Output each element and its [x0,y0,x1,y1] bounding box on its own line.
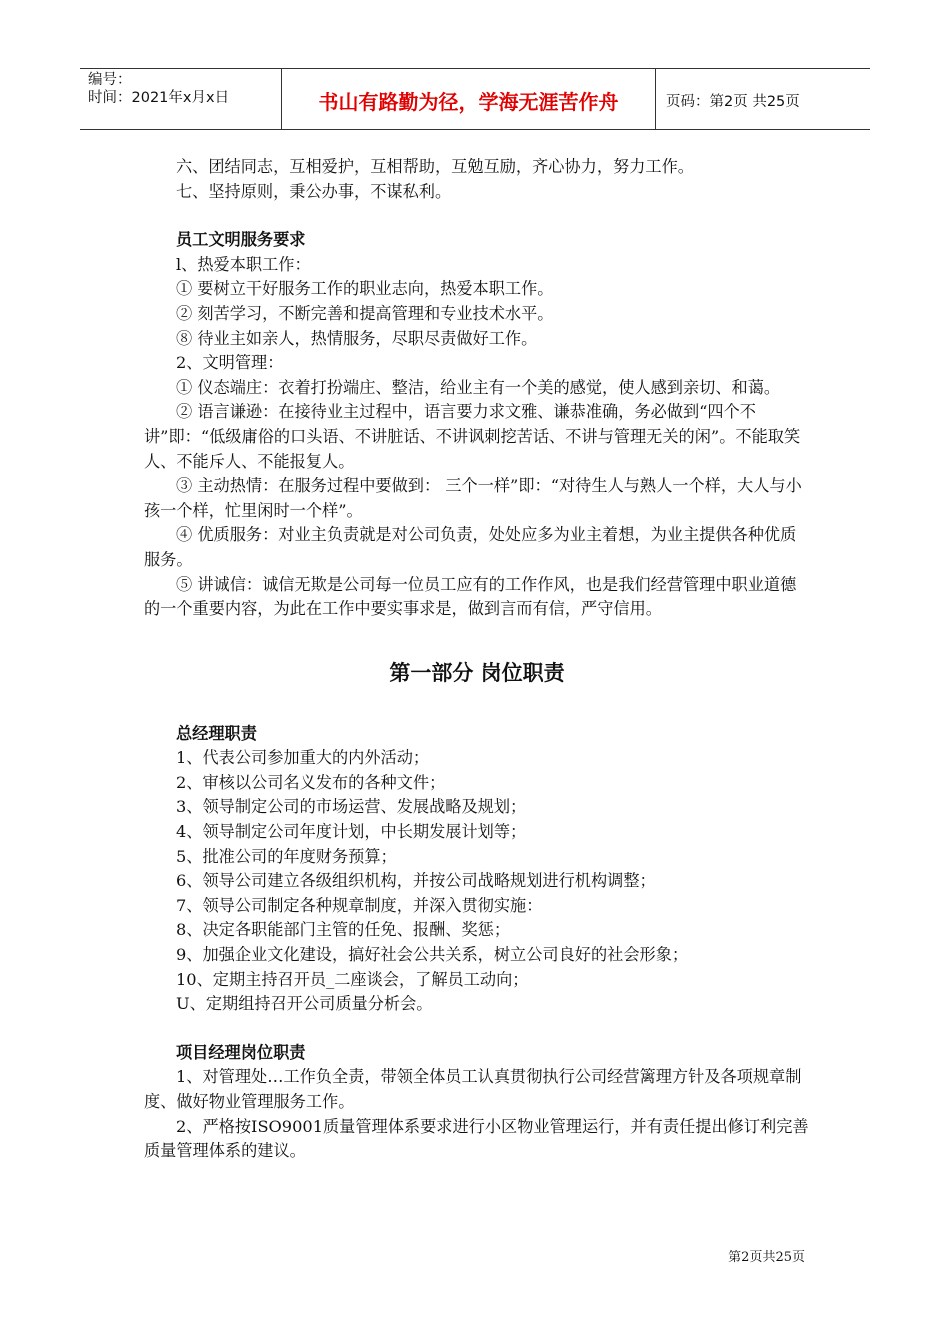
intro-line: 六、团结同志，互相爱护，互相帮助，互勉互励，齐心协力，努力工作。 [176,157,694,176]
list-item: 9、加强企业文化建设，搞好社会公共关系，树立公司良好的社会形象； [176,945,689,965]
list-item: ① 仪态端庄：衣着打扮端庄、整洁，给业主有一个美的感觉，使人感到亲切、和蔼。 [176,377,781,397]
list-item: ② 语言谦逊：在接待业主过程中，语言要力求文雅、谦恭准确，务必做到“四个不讲”即：“低级庸俗的口头语、不讲脏话、不讲讽刺挖苦话、不讲与管理无关的闲”。不能取笑人、不能斥人、不能报复人。 [144,402,801,471]
list-item: 2、审核以公司名义发布的各种文件； [176,772,446,792]
document-body [144,155,810,1164]
list-item: ② 刻苦学习，不断完善和提高管理和专业技术水平。 [176,303,554,323]
part-title: 第一部分 岗位职责 [389,660,565,685]
section-title-gm: 总经理职责 [176,723,257,743]
list-item: ① 要树立干好服务工作的职业志向，热爱本职工作。 [176,279,554,299]
list-item: ④ 优质服务：对业主负责就是对公司负责，处处应多为业主着想，为业主提供各种优质服务。 [144,525,797,569]
list-item: 8、决定各职能部门主管的任免、报酬、奖惩； [176,920,511,940]
list-item: 7、领导公司制定各种规章制度，并深入贯彻实施： [176,895,543,915]
section-title-pm: 项目经理岗位职责 [176,1042,306,1062]
header-divider [655,69,656,129]
number-label: 编号： [88,72,132,88]
list-item: ⑤ 讲诚信：诚信无欺是公司每一位员工应有的工作作风，也是我们经营管理中职业道德的一个重要内容，为此在工作中要实事求是，做到言而有信，严守信用。 [144,574,797,619]
list-item: 4、领导制定公司年度计划，中长期发展计划等； [176,822,527,842]
list-item: 6、领导公司建立各级组织机构，并按公司战略规划进行机构调整； [176,871,656,891]
list-item: 3、领导制定公司的市场运营、发展战略及规划； [176,797,527,817]
list-item: 5、批准公司的年度财务预算； [176,846,397,866]
list-item: 10、定期主持召开员_二座谈会，了解员工动向； [176,969,529,989]
list-item: 2、文明管理： [176,353,284,373]
intro-line: 七、坚持原则，秉公办事，不谋私利。 [176,181,452,201]
list-item: ⑧ 待业主如亲人，热情服务，尽职尽责做好工作。 [176,328,538,348]
header-meta [88,71,229,107]
list-item: l、热爱本职工作： [176,254,311,274]
header-page-info: 页码：第2页 共25页 [666,94,800,110]
time-label: 时间：2021年x月x日 [88,90,230,106]
section-title-service: 员工文明服务要求 [176,230,306,250]
list-item: 2、严格按ISO9001质量管理体系要求进行小区物业管理运行，并有责任提出修订利完善质量管理体系的建议。 [144,1116,809,1161]
header-motto: 书山有路勤为径，学海无涯苦作舟 [318,90,619,114]
list-item: 1、对管理处…工作负全责，带领全体员工认真贯彻执行公司经营篱理方针及各项规章制度、做好物业管理服务工作。 [144,1067,802,1111]
page-footer: 第2页共25页 [728,1250,805,1265]
page-header [80,68,870,130]
list-item: ③ 主动热情：在服务过程中要做到： 三个一样”即：“对待生人与熟人一个样，大人与小孩一个样，忙里闲时一个样”。 [144,476,802,520]
list-item: U、定期组持召开公司质量分析会。 [176,994,433,1014]
list-item: 1、代表公司参加重大的内外活动； [176,748,430,768]
